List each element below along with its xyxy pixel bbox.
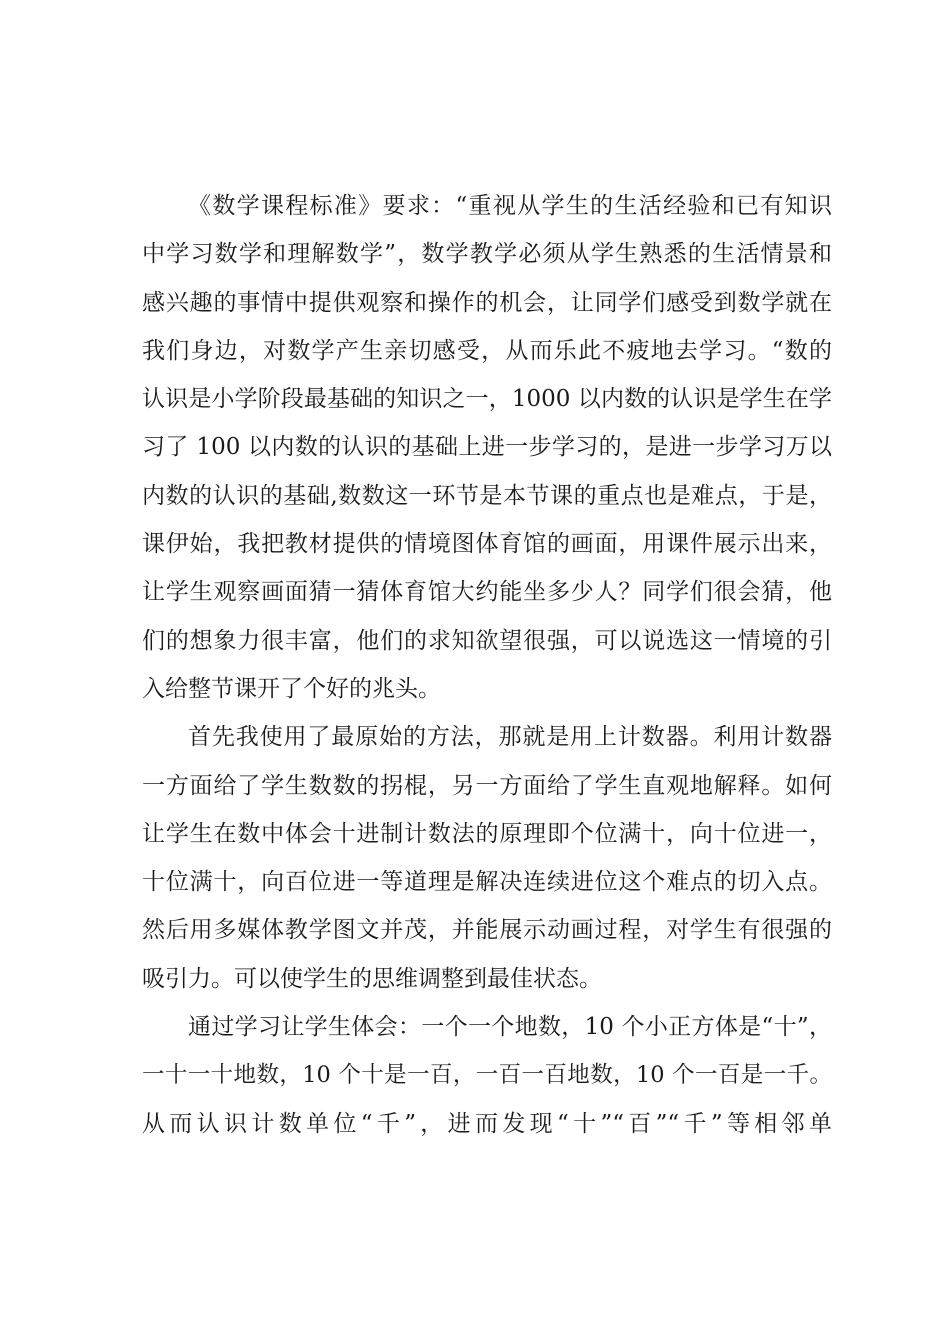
paragraph-line: 一十一十地数，10 个十是一百，一百一百地数，10 个一百是一千。 xyxy=(142,1062,832,1089)
paragraph-line: 课伊始，我把教材提供的情境图体育馆的画面，用课件展示出来， xyxy=(142,531,832,558)
paragraph-line: 首先我使用了最原始的方法，那就是用上计数器。利用计数器 xyxy=(188,724,832,751)
paragraph-line: 感兴趣的事情中提供观察和操作的机会，让同学们感受到数学就在 xyxy=(142,289,832,316)
paragraph-line: 中学习数学和理解数学”，数学教学必须从学生熟悉的生活情景和 xyxy=(142,241,832,268)
paragraph-line: 让学生观察画面猜一猜体育馆大约能坐多少人？同学们很会猜，他 xyxy=(142,579,832,606)
paragraph-line: 让学生在数中体会十进制计数法的原理即个位满十，向十位进一， xyxy=(142,820,832,847)
paragraph-line: 十位满十，向百位进一等道理是解决连续进位这个难点的切入点。 xyxy=(142,869,832,896)
paragraph-line: 认识是小学阶段最基础的知识之一，1000 以内数的认识是学生在学 xyxy=(142,386,832,413)
paragraph-1 xyxy=(142,182,832,713)
paragraph-line: 吸引力。可以使学生的思维调整到最佳状态。 xyxy=(142,965,602,992)
paragraph-3 xyxy=(142,1003,832,1148)
paragraph-line: 们的想象力很丰富，他们的求知欲望很强，可以说选这一情境的引 xyxy=(142,627,832,654)
paragraph-line: 我们身边，对数学产生亲切感受，从而乐此不疲地去学习。“数的 xyxy=(142,337,832,364)
paragraph-line: 然后用多媒体教学图文并茂，并能展示动画过程，对学生有很强的 xyxy=(142,917,832,944)
paragraph-2 xyxy=(142,713,832,1003)
paragraph-line: 一方面给了学生数数的拐棍，另一方面给了学生直观地解释。如何 xyxy=(142,772,832,799)
paragraph-line: 《数学课程标准》要求：“重视从学生的生活经验和已有知识 xyxy=(188,193,832,219)
document-body xyxy=(142,182,832,1148)
paragraph-line: 习了 100 以内数的认识的基础上进一步学习的，是进一步学习万以 xyxy=(142,434,832,461)
paragraph-line: 入给整节课开了个好的兆头。 xyxy=(142,675,441,702)
paragraph-line: 从而认识计数单位“千”，进而发现“十”“百”“千”等相邻单 xyxy=(142,1110,832,1137)
paragraph-line: 通过学习让学生体会：一个一个地数，10 个小正方体是“十”， xyxy=(188,1014,832,1041)
paragraph-line: 内数的认识的基础,数数这一环节是本节课的重点也是难点，于是， xyxy=(142,482,832,509)
